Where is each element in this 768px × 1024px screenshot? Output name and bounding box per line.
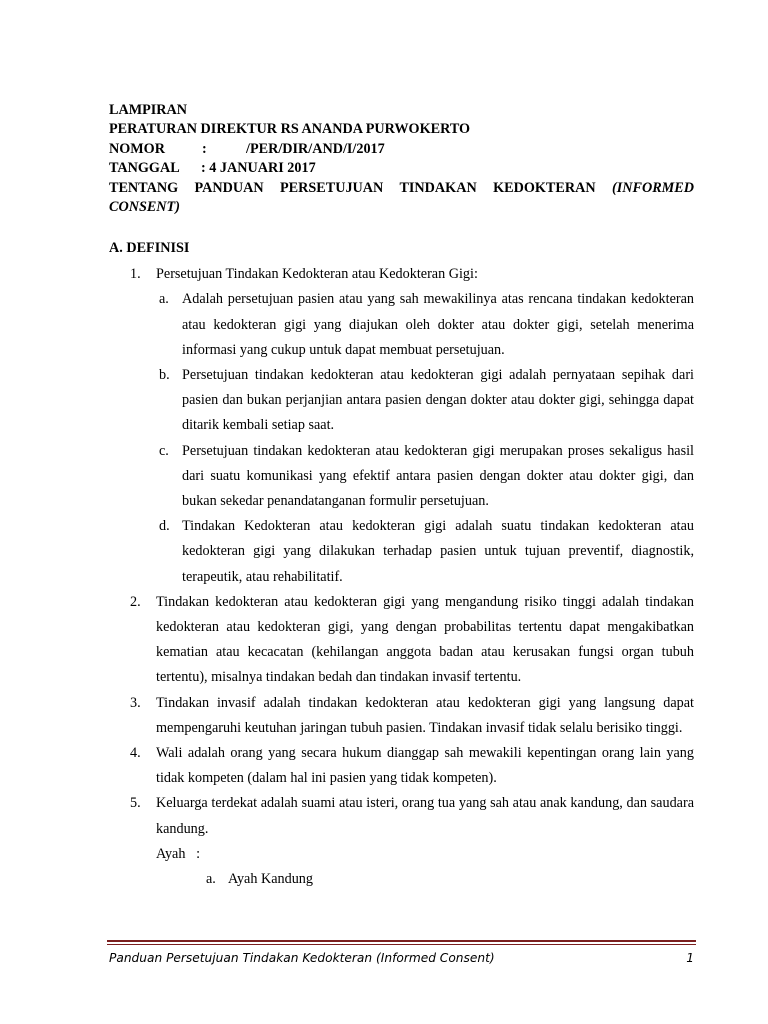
sub-item-b (156, 363, 694, 439)
nomor-value: /PER/DIR/AND/I/2017 (246, 140, 385, 157)
list-item-5 (109, 791, 694, 892)
sub-item-text: Persetujuan tindakan kedokteran atau kedokteran gigi adalah pernyataan sepihak dari pasien dan bukan perjanjian antara pasien dengan dokter atau dokter gigi, sehingga dapat ditarik kembali setiap saat. (182, 367, 694, 434)
tanggal-label: TANGGAL (109, 160, 180, 177)
list-item-text: Keluarga terdekat adalah suami atau isteri, orang tua yang sah atau anak kandung, dan saudara kandung. (156, 795, 694, 837)
list-number: 4. (130, 745, 141, 762)
list-item-4 (109, 741, 694, 791)
footer-rule-thick (107, 940, 696, 942)
section-title: A. DEFINISI (109, 240, 190, 256)
sub-item-c (156, 439, 694, 515)
list-item-2 (109, 590, 694, 691)
list-number: 1. (130, 266, 141, 283)
footer-rule-thin (107, 944, 696, 945)
sub-item-text: Tindakan Kedokteran atau kedokteran gigi adalah suatu tindakan kedokteran atau kedokteran gigi yang dilakukan terhadap pasien untuk tujuan preventif, diagnostik, terapeutik, atau rehabilitatif. (182, 518, 694, 585)
sub-item-text: Ayah Kandung (228, 871, 313, 888)
list-number: 3. (130, 694, 141, 711)
list-item-text: Wali adalah orang yang secara hukum dianggap sah mewakili kepentingan orang lain yang tidak kompeten (dalam hal ini pasien yang tidak kompeten). (156, 745, 694, 787)
nomor-line (109, 140, 694, 159)
tanggal-value: : 4 JANUARI 2017 (201, 160, 316, 177)
sub-letter: a. (159, 291, 169, 308)
list-item-text: Tindakan kedokteran atau kedokteran gigi yang mengandung risiko tinggi adalah tindakan kedokteran atau kedokteran gigi, yang dengan probabilitas tertentu dapat mengakibatkan kematian atau kecacatan (kehilangan anggota badan atau kerusakan fungsi organ tubuh tertentu), misalnya tindakan bedah dan tindakan invasif tertentu. (156, 593, 694, 686)
list-item-1 (109, 262, 694, 590)
nomor-separator: : (202, 140, 207, 157)
list-item-text: Tindakan invasif adalah tindakan kedokteran atau kedokteran gigi yang langsung dapat mempengaruhi keutuhan jaringan tubuh pasien. Tindakan invasif tidak selalu berisiko tinggi. (156, 694, 694, 736)
sub-item-text: Adalah persetujuan pasien atau yang sah mewakilinya atas rencana tindakan kedokteran atau kedokteran gigi yang diajukan oleh dokter atau dokter gigi, setelah menerima informasi yang cukup untuk dapat membuat persetujuan. (182, 291, 694, 358)
sub-item-a (156, 287, 694, 363)
page-footer (109, 950, 694, 966)
sub-letter: d. (159, 518, 170, 535)
nomor-label: NOMOR (109, 140, 165, 157)
sub-item-text: Persetujuan tindakan kedokteran atau kedokteran gigi merupakan proses sekaligus hasil dari suatu komunikasi yang efektif antara pasien dengan dokter atau dokter gigi, dan bukan sekedar penandatanganan formulir persetujuan. (182, 442, 694, 510)
page-number: 1 (686, 951, 694, 965)
list-number: 5. (130, 795, 141, 812)
list-number: 2. (130, 593, 141, 610)
tentang-italic: (INFORMED CONSENT) (109, 179, 695, 216)
tentang-line (109, 179, 694, 218)
tanggal-line (109, 159, 694, 178)
sub-list (156, 287, 694, 589)
footer-title: Panduan Persetujuan Tindakan Kedokteran (Informed Consent) (109, 951, 495, 965)
sub-item-d (156, 514, 694, 590)
sub-letter: a. (206, 871, 216, 888)
list-item-3 (109, 691, 694, 741)
document-header (109, 101, 694, 217)
lampiran-label: LAMPIRAN (109, 102, 188, 118)
sub-letter: b. (159, 367, 170, 384)
sub-letter: c. (159, 442, 169, 459)
section-definisi (109, 236, 694, 892)
tentang-text: TENTANG PANDUAN PERSETUJUAN TINDAKAN KEDOKTERAN (109, 179, 596, 196)
list-item-text: Persetujuan Tindakan Kedokteran atau Kedokteran Gigi: (156, 266, 478, 283)
ayah-label: Ayah : (156, 845, 201, 862)
ayah-sub-item (156, 867, 694, 892)
peraturan-title: PERATURAN DIREKTUR RS ANANDA PURWOKERTO (109, 121, 471, 138)
